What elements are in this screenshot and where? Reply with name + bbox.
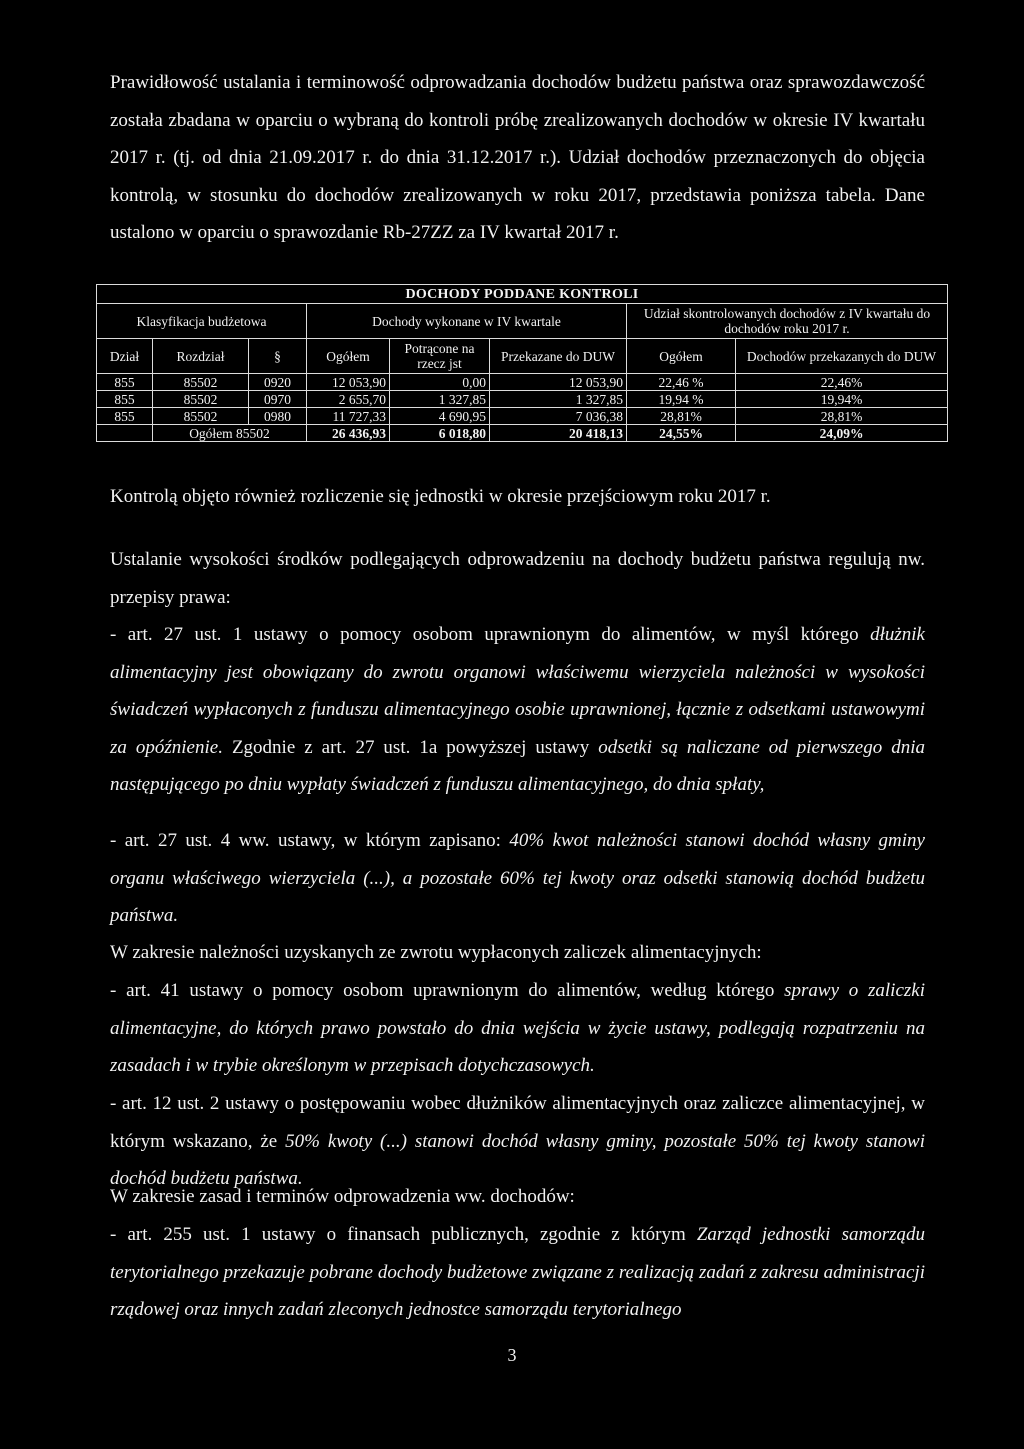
cell-rozdzial: 85502 bbox=[153, 374, 249, 391]
art27-quote-b: dłużnik alimentacyjny jest obowiązany do zwrotu organowi właściwemu wierzyciela należności w wysokości świadczeń wypłaconych z funduszu alimentacyjnego osobie uprawnionej, łącznie z odsetkami ustawowymi za opóźnienie. bbox=[110, 624, 925, 758]
cell-udzial-ogolem: 28,81% bbox=[627, 408, 736, 425]
table-row bbox=[97, 391, 948, 408]
art27-quote-d: odsetki są naliczane od pierwszego dnia następującego po dniu wypłaty świadczeń z funduszu alimentacyjnego, do dnia spłaty, bbox=[110, 736, 925, 795]
cell-paragraf: 0980 bbox=[249, 408, 307, 425]
cell-potracone: 4 690,95 bbox=[390, 408, 490, 425]
col-przekazane: Przekazane do DUW bbox=[490, 339, 627, 374]
header-share: Udział skontrolowanych dochodów z IV kwartału do dochodów roku 2017 r. bbox=[627, 304, 948, 339]
cell-potracone: 0,00 bbox=[390, 374, 490, 391]
income-table-wrapper bbox=[96, 284, 947, 442]
control-paragraph: Kontrolą objęto również rozliczenie się jednostki w okresie przejściowym roku 2017 r. bbox=[110, 486, 771, 507]
art27-4-quote: 40% kwot należności stanowi dochód własny gminy organu właściwego wierzyciela (...), a pozostałe 60% tej kwoty oraz odsetki stanowią dochód budżetu państwa. bbox=[110, 830, 925, 926]
table-title: DOCHODY PODDANE KONTROLI bbox=[97, 285, 948, 304]
col-paragraf: § bbox=[249, 339, 307, 374]
header-classification: Klasyfikacja budżetowa bbox=[97, 304, 307, 339]
total-przekazane: 20 418,13 bbox=[490, 425, 627, 442]
cell-udzial-ogolem: 19,94 % bbox=[627, 391, 736, 408]
col-udzial-duw: Dochodów przekazanych do DUW bbox=[736, 339, 948, 374]
total-ogolem: 26 436,93 bbox=[307, 425, 390, 442]
rules-intro-paragraph: Ustalanie wysokości środków podlegających odprowadzeniu na dochody budżetu państwa regulują nw. przepisy prawa: bbox=[110, 549, 925, 608]
cell-empty bbox=[97, 425, 153, 442]
cell-dzial: 855 bbox=[97, 391, 153, 408]
art41-paragraph bbox=[110, 972, 925, 1085]
art255-quote: Zarząd jednostki samorządu terytorialnego przekazuje pobrane dochody budżetowe związane z realizacją zadań z zakresu administracji rządowej oraz innych zadań zleconych jednostce samorządu terytorialnego bbox=[110, 1224, 925, 1320]
cell-przekazane: 1 327,85 bbox=[490, 391, 627, 408]
art27-4-paragraph bbox=[110, 822, 925, 935]
col-ogolem: Ogółem bbox=[307, 339, 390, 374]
table-total-row bbox=[97, 425, 948, 442]
col-dzial: Dział bbox=[97, 339, 153, 374]
art27-text-c: Zgodnie z art. 27 ust. 1a powyższej ustawy bbox=[222, 736, 599, 758]
art255-paragraph bbox=[110, 1216, 925, 1329]
cell-dzial: 855 bbox=[97, 408, 153, 425]
table-row bbox=[97, 374, 948, 391]
cell-dzial: 855 bbox=[97, 374, 153, 391]
terminy-paragraph: W zakresie zasad i terminów odprowadzenia ww. dochodów: bbox=[110, 1186, 575, 1207]
cell-ogolem: 11 727,33 bbox=[307, 408, 390, 425]
col-potracone: Potrącone na rzecz jst bbox=[390, 339, 490, 374]
art255-text: - art. 255 ust. 1 ustawy o finansach publicznych, zgodnie z którym bbox=[110, 1224, 697, 1245]
total-potracone: 6 018,80 bbox=[390, 425, 490, 442]
art27-paragraph bbox=[110, 616, 925, 804]
cell-udzial-duw: 28,81% bbox=[736, 408, 948, 425]
cell-udzial-duw: 19,94% bbox=[736, 391, 948, 408]
cell-udzial-duw: 22,46% bbox=[736, 374, 948, 391]
art41-quote: sprawy o zaliczki alimentacyjne, do których prawo powstało do dnia wejścia w życie ustawy, podlegają rozpatrzeniu na zasadach i w trybie określonym w przepisach dotychczasowych. bbox=[110, 980, 926, 1076]
header-income: Dochody wykonane w IV kwartale bbox=[307, 304, 627, 339]
art12-text: - art. 12 ust. 2 ustawy o postępowaniu wobec dłużników alimentacyjnych oraz zaliczce alimentacyjnej, w którym wskazano, że bbox=[110, 1093, 925, 1152]
col-rozdzial: Rozdział bbox=[153, 339, 249, 374]
page-number: 3 bbox=[507, 1345, 517, 1365]
cell-udzial-ogolem: 22,46 % bbox=[627, 374, 736, 391]
cell-ogolem: 2 655,70 bbox=[307, 391, 390, 408]
total-udzial-duw: 24,09% bbox=[736, 425, 948, 442]
intro-paragraph: Prawidłowość ustalania i terminowość odprowadzania dochodów budżetu państwa oraz sprawozdawczość została zbadana w oparciu o wybraną do kontroli próbę zrealizowanych dochodów w okresie IV kwartału 2017 r. (tj. od dnia 21.09.2017 r. do dnia 31.12.2017 r.). Udział dochodów przeznaczonych do objęcia kontrolą, w stosunku do dochodów zrealizowanych w roku 2017, przedstawia poniższa tabela. Dane ustalono w oparciu o sprawozdanie Rb-27ZZ za IV kwartał 2017 r. bbox=[110, 72, 925, 243]
income-table bbox=[96, 284, 948, 442]
cell-przekazane: 7 036,38 bbox=[490, 408, 627, 425]
table-row bbox=[97, 408, 948, 425]
cell-przekazane: 12 053,90 bbox=[490, 374, 627, 391]
art41-text: - art. 41 ustawy o pomocy osobom uprawnionym do alimentów, według którego bbox=[110, 980, 785, 1001]
zaliczki-paragraph: W zakresie należności uzyskanych ze zwrotu wypłaconych zaliczek alimentacyjnych: bbox=[110, 942, 762, 963]
cell-rozdzial: 85502 bbox=[153, 408, 249, 425]
art12-quote: 50% kwoty (...) stanowi dochód własny gminy, pozostałe 50% tej kwoty stanowi dochód budżetu państwa. bbox=[110, 1130, 926, 1189]
total-udzial-ogolem: 24,55% bbox=[627, 425, 736, 442]
art27-4-text: - art. 27 ust. 4 ww. ustawy, w którym zapisano: bbox=[110, 830, 510, 851]
cell-paragraf: 0920 bbox=[249, 374, 307, 391]
cell-ogolem: 12 053,90 bbox=[307, 374, 390, 391]
col-udzial-ogolem: Ogółem bbox=[627, 339, 736, 374]
art27-text-a: - art. 27 ust. 1 ustawy o pomocy osobom uprawnionym do alimentów, w myśl którego bbox=[110, 624, 871, 645]
cell-rozdzial: 85502 bbox=[153, 391, 249, 408]
cell-paragraf: 0970 bbox=[249, 391, 307, 408]
cell-potracone: 1 327,85 bbox=[390, 391, 490, 408]
total-label: Ogółem 85502 bbox=[153, 425, 307, 442]
